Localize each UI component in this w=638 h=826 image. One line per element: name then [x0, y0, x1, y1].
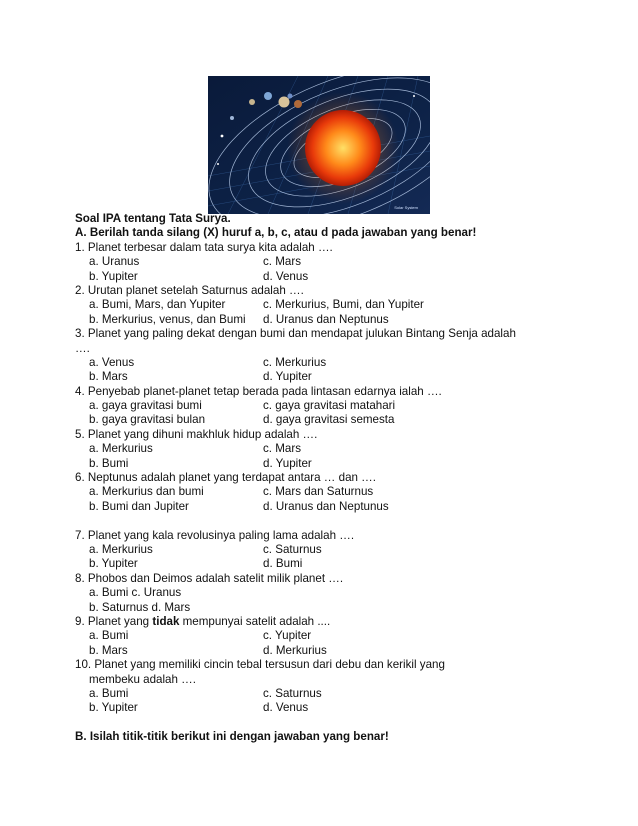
option-c: c. gaya gravitasi matahari: [263, 399, 396, 413]
option-c: c. Saturnus: [263, 686, 322, 700]
options-line: b. Saturnus d. Mars: [89, 600, 191, 614]
figure-credit: Solar System: [394, 205, 418, 210]
option-b: b. Bumi dan Jupiter: [89, 499, 189, 513]
options-row: [75, 298, 575, 312]
option-b: b. Mars: [89, 643, 128, 657]
option-c: c. Yupiter: [263, 629, 312, 643]
option-d: d. Yupiter: [263, 370, 312, 384]
section-b-instruction: B. Isilah titik-titik berikut ini dengan jawaban yang benar!: [75, 730, 389, 744]
options-row: [75, 543, 575, 557]
option-a: a. Bumi: [89, 629, 129, 643]
question-9: [75, 615, 575, 629]
question-6: 6. Neptunus adalah planet yang terdapat antara … dan ….: [75, 471, 377, 485]
question-3-continued: ….: [75, 341, 90, 355]
option-d: d. Uranus dan Neptunus: [263, 312, 389, 326]
question-9-text-end: mempunyai satelit adalah ....: [179, 614, 331, 628]
options-row: [75, 370, 575, 384]
solar-system-image: [208, 76, 430, 214]
option-a: a. Uranus: [89, 255, 140, 269]
worksheet: [75, 212, 575, 744]
options-row: [75, 629, 575, 643]
options-row: [75, 500, 575, 514]
question-8: 8. Phobos dan Deimos adalah satelit milik planet ….: [75, 571, 344, 585]
option-c: c. Mars: [263, 255, 302, 269]
option-c: c. Merkurius: [263, 355, 327, 369]
option-d: d. Bumi: [263, 557, 303, 571]
options-row: [75, 644, 575, 658]
options-row: [75, 399, 575, 413]
question-10-continued: membeku adalah ….: [89, 672, 196, 686]
question-7: 7. Planet yang kala revolusinya paling lama adalah ….: [75, 528, 355, 542]
option-d: d. Yupiter: [263, 456, 312, 470]
option-a: a. Venus: [89, 355, 135, 369]
question-1: 1. Planet terbesar dalam tata surya kita adalah ….: [75, 240, 333, 254]
option-d: d. Venus: [263, 701, 309, 715]
option-a: a. gaya gravitasi bumi: [89, 399, 202, 413]
option-a: a. Bumi: [89, 686, 129, 700]
options-row: [75, 442, 575, 456]
option-b: b. Yupiter: [89, 557, 138, 571]
option-b: b. Mars: [89, 370, 128, 384]
option-b: b. gaya gravitasi bulan: [89, 413, 206, 427]
spacer: [75, 514, 575, 528]
section-a-instruction: A. Berilah tanda silang (X) huruf a, b, c, atau d pada jawaban yang benar!: [75, 226, 477, 240]
option-b: b. Merkurius, venus, dan Bumi: [89, 312, 246, 326]
options-row: [75, 313, 575, 327]
option-c: c. Saturnus: [263, 542, 322, 556]
question-9-text: 9. Planet yang: [75, 614, 153, 628]
option-b: b. Yupiter: [89, 269, 138, 283]
option-c: c. Mars: [263, 442, 302, 456]
question-4: 4. Penyebab planet-planet tetap berada pada lintasan edarnya ialah ….: [75, 384, 442, 398]
option-b: b. Bumi: [89, 456, 129, 470]
options-row: [75, 270, 575, 284]
options-row: [75, 457, 575, 471]
options-row: [75, 356, 575, 370]
option-d: d. gaya gravitasi semesta: [263, 413, 395, 427]
question-9-emphasis: tidak: [152, 614, 180, 628]
option-d: d. Merkurius: [263, 643, 327, 657]
options-row: [75, 255, 575, 269]
question-3: 3. Planet yang paling dekat dengan bumi dan mendapat julukan Bintang Senja adalah: [75, 327, 516, 341]
question-5: 5. Planet yang dihuni makhluk hidup adalah ….: [75, 427, 318, 441]
option-c: c. Merkurius, Bumi, dan Yupiter: [263, 298, 424, 312]
option-b: b. Yupiter: [89, 701, 138, 715]
options-line: a. Bumi c. Uranus: [89, 586, 182, 600]
option-a: a. Merkurius: [89, 442, 153, 456]
options-row: [75, 557, 575, 571]
worksheet-title: Soal IPA tentang Tata Surya.: [75, 212, 231, 225]
option-a: a. Merkurius dan bumi: [89, 485, 204, 499]
option-a: a. Bumi, Mars, dan Yupiter: [89, 298, 226, 312]
option-d: d. Venus: [263, 269, 309, 283]
question-10: 10. Planet yang memiliki cincin tebal tersusun dari debu dan kerikil yang: [75, 658, 445, 672]
options-row: [75, 485, 575, 499]
spacer: [75, 716, 575, 730]
options-row: [75, 701, 575, 715]
option-c: c. Mars dan Saturnus: [263, 485, 374, 499]
question-2: 2. Urutan planet setelah Saturnus adalah ….: [75, 283, 304, 297]
option-d: d. Uranus dan Neptunus: [263, 499, 389, 513]
options-row: [75, 687, 575, 701]
options-row: [75, 413, 575, 427]
option-a: a. Merkurius: [89, 542, 153, 556]
